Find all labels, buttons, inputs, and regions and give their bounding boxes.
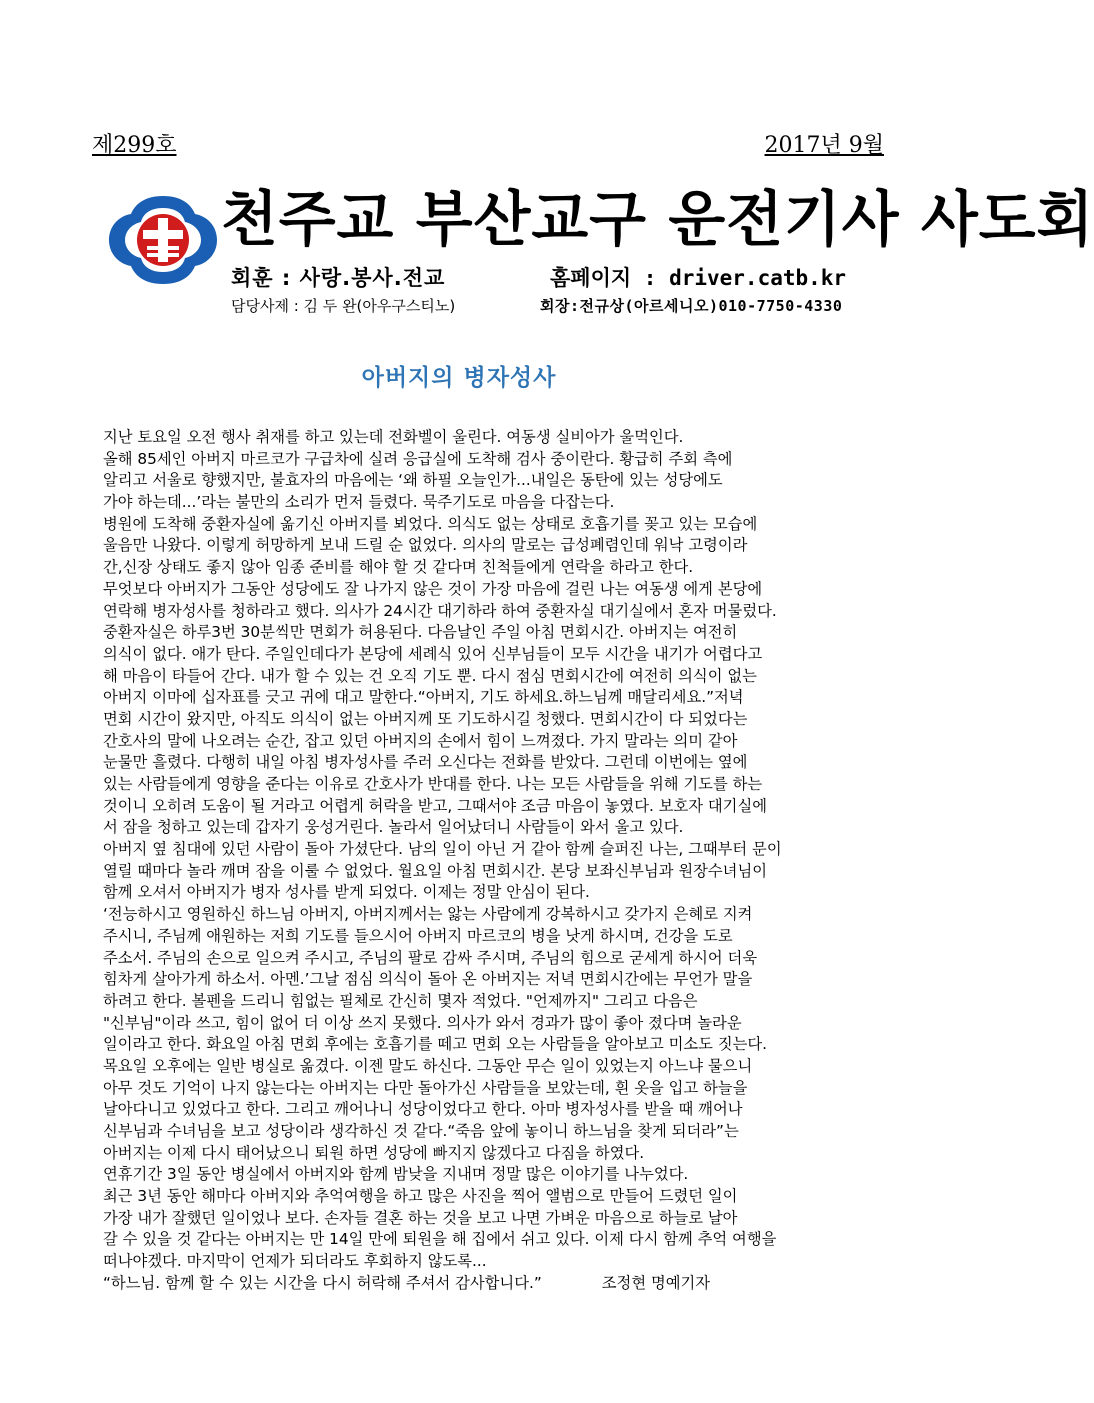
article-line: 연휴기간 3일 동안 병실에서 아버지와 함께 밤낮을 지내며 정말 많은 이야기를 나누었다. [103, 1165, 689, 1184]
article-line: 무엇보다 아버지가 그동안 성당에도 잘 나가지 않은 것이 가장 마음에 걸린 나는 여동생 에게 본당에 [103, 579, 763, 598]
masthead [103, 178, 1094, 328]
article-line: 서 잠을 청하고 있는데 갑자기 웅성거린다. 놀라서 일어났더니 사람들이 와서 울고 있다. [103, 818, 684, 837]
article-line: 힘차게 살아가게 하소서. 아멘.’그날 점심 의식이 돌아 온 아버지는 저녁 면회시간에는 무언가 말을 [103, 970, 753, 989]
issue-date: 2017년 9월 [764, 133, 884, 158]
article-line: 주소서. 주님의 손으로 일으켜 주시고, 주님의 팔로 감싸 주시며, 주님의 힘으로 굳세게 하시어 더욱 [103, 948, 758, 967]
article-line: 날아다니고 있었다고 한다. 그리고 깨어나니 성당이었다고 한다. 아마 병자성사를 받을 때 깨어나 [103, 1100, 743, 1119]
author-signature: 조정현 명예기자 [601, 1273, 711, 1292]
article-line: 지난 토요일 오전 행사 취재를 하고 있는데 전화벨이 울린다. 여동생 실비아가 울먹인다. [103, 428, 684, 446]
article-title: 아버지의 병자성사 [361, 365, 557, 391]
motto: 회훈 : 사랑.봉사.전교 [231, 266, 446, 290]
article-line: 병원에 도착해 중환자실에 옮기신 아버지를 뵈었다. 의식도 없는 상태로 호흡기를 꽂고 있는 모습에 [103, 514, 758, 533]
priest-info: 담당사제 : 김 두 완(아우구스티노) [231, 297, 456, 315]
article-line: "신부님"이라 쓰고, 힘이 없어 더 이상 쓰지 못했다. 의사가 와서 경과가 많이 좋아 졌다며 놀라운 [103, 1013, 742, 1032]
article-line: 의식이 없다. 애가 탄다. 주일인데다가 본당에 세례식 있어 신부님들이 모두 시간을 내기가 어렵다고 [103, 644, 763, 663]
article-line: 간,신장 상태도 좋지 않아 임종 준비를 해야 할 것 같다며 친척들에게 연락을 하라고 한다. [103, 558, 694, 577]
article-line: 떠나야겠다. 마지막이 언제가 되더라도 후회하지 않도록... [103, 1252, 487, 1271]
article-line: 최근 3년 동안 해마다 아버지와 추억여행을 하고 많은 사진을 찍어 앨범으로 만들어 드렸던 일이 [103, 1187, 738, 1206]
article-line: 목요일 오후에는 일반 병실로 옮겼다. 이젠 말도 하신다. 그동안 무슨 일이 있었는지 아느냐 물으니 [103, 1056, 753, 1075]
article-line: 간호사의 말에 나오려는 순간, 잡고 있던 아버지의 손에서 힘이 느껴졌다. 가지 말라는 의미 같아 [103, 731, 738, 750]
article-line: 해 마음이 타들어 간다. 내가 할 수 있는 건 오직 기도 뿐. 다시 점심 면회시간에 여전히 의식이 없는 [103, 666, 757, 685]
article-line: 아무 것도 기억이 나지 않는다는 아버지는 다만 돌아가신 사람들을 보았는데, 흰 옷을 입고 하늘을 [103, 1078, 748, 1097]
article-line: 눈물만 흘렸다. 다행히 내일 아침 병자성사를 주러 오신다는 전화를 받았다. 그런데 이번에는 옆에 [103, 753, 748, 772]
article-line: 연락해 병자성사를 청하라고 했다. 의사가 24시간 대기하라 하여 중환자실 대기실에서 혼자 머물렀다. [103, 601, 777, 620]
cross-logo-icon [103, 190, 223, 290]
article-line: 울음만 나왔다. 이렇게 허망하게 보내 드릴 순 없었다. 의사의 말로는 급성폐렴인데 워낙 고령이라 [103, 536, 748, 555]
article-line: 있는 사람들에게 영향을 준다는 이유로 간호사가 반대를 한다. 나는 모든 사람들을 위해 기도를 하는 [103, 775, 763, 793]
article-body [103, 427, 903, 1295]
issue-number: 제299호 [92, 133, 177, 158]
article-line: 일이라고 한다. 화요일 아침 면회 후에는 호흡기를 떼고 면회 오는 사람들을 알아보고 미소도 짓는다. [103, 1035, 768, 1054]
article-line: 신부님과 수녀님을 보고 성당이라 생각하신 것 같다.“죽음 앞에 놓이니 하느님을 찾게 되더라”는 [103, 1122, 739, 1140]
closing-line [103, 1273, 903, 1295]
article-line: 열릴 때마다 놀라 깨며 잠을 이룰 수 없었다. 월요일 아침 면회시간. 본당 보좌신부님과 원장수녀님이 [103, 861, 768, 880]
closing-quote: “하느님. 함께 할 수 있는 시간을 다시 허락해 주셔서 감사합니다.” [103, 1273, 542, 1292]
article-line: 아버지 이마에 십자표를 긋고 귀에 대고 말한다.“아버지, 기도 하세요.하느님께 매달리세요.”저녁 [103, 688, 744, 707]
article-line: 주시니, 주님께 애원하는 저희 기도를 들으시어 아버지 마르코의 병을 낫게 하시며, 건강을 도로 [103, 926, 733, 945]
article-line: ‘전능하시고 영원하신 하느님 아버지, 아버지께서는 앓는 사람에게 강복하시고 갖가지 은혜로 지켜 [103, 905, 753, 924]
article-line: 가야 하는데...’라는 불만의 소리가 먼저 들렸다. 묵주기도로 마음을 다잡는다. [103, 493, 615, 512]
article-line: 함께 오셔서 아버지가 병자 성사를 받게 되었다. 이제는 정말 안심이 된다. [103, 883, 590, 902]
article-line: 중환자실은 하루3번 30분씩만 면회가 허용된다. 다음날인 주일 아침 면회시간. 아버지는 여전히 [103, 623, 738, 642]
article-line: 하려고 한다. 볼펜을 드리니 힘없는 필체로 간신히 몇자 적었다. "언제까지" 그리고 다음은 [103, 991, 698, 1010]
article-line: 올해 85세인 아버지 마르코가 구급차에 실려 응급실에 도착해 검사 중이란다. 황급히 주회 측에 [103, 449, 733, 468]
article-line: 아버지 옆 침대에 있던 사람이 돌아 가셨단다. 남의 일이 아닌 거 같아 함께 슬퍼진 나는, 그때부터 문이 [103, 840, 782, 859]
org-name: 천주교 부산교구 운전기사 사도회 [221, 185, 1094, 255]
issue-header [92, 128, 884, 162]
article-line: 아버지는 이제 다시 태어났으니 퇴원 하면 성당에 빠지지 않겠다고 다짐을 하였다. [103, 1143, 645, 1162]
article-line: 알리고 서울로 향했지만, 불효자의 마음에는 ‘왜 하필 오늘인가...내일은 동탄에 있는 성당에도 [103, 471, 723, 490]
president-info: 회장:전규상(아르세니오)010-7750-4330 [540, 297, 843, 315]
article-line: 가장 내가 잘했던 일이었나 보다. 손자들 결혼 하는 것을 보고 나면 가벼운 마음으로 하늘로 날아 [103, 1208, 738, 1227]
article-line: 면회 시간이 왔지만, 아직도 의식이 없는 아버지께 또 기도하시길 청했다. 면회시간이 다 되었다는 [103, 709, 748, 728]
article-line: 것이니 오히려 도움이 될 거라고 어렵게 허락을 받고, 그때서야 조금 마음이 놓였다. 보호자 대기실에 [103, 796, 768, 815]
homepage-address: 홈페이지 : driver.catb.kr [550, 266, 847, 290]
article-line: 갈 수 있을 것 같다는 아버지는 만 14일 만에 퇴원을 해 집에서 쉬고 있다. 이제 다시 함께 추억 여행을 [103, 1230, 777, 1249]
